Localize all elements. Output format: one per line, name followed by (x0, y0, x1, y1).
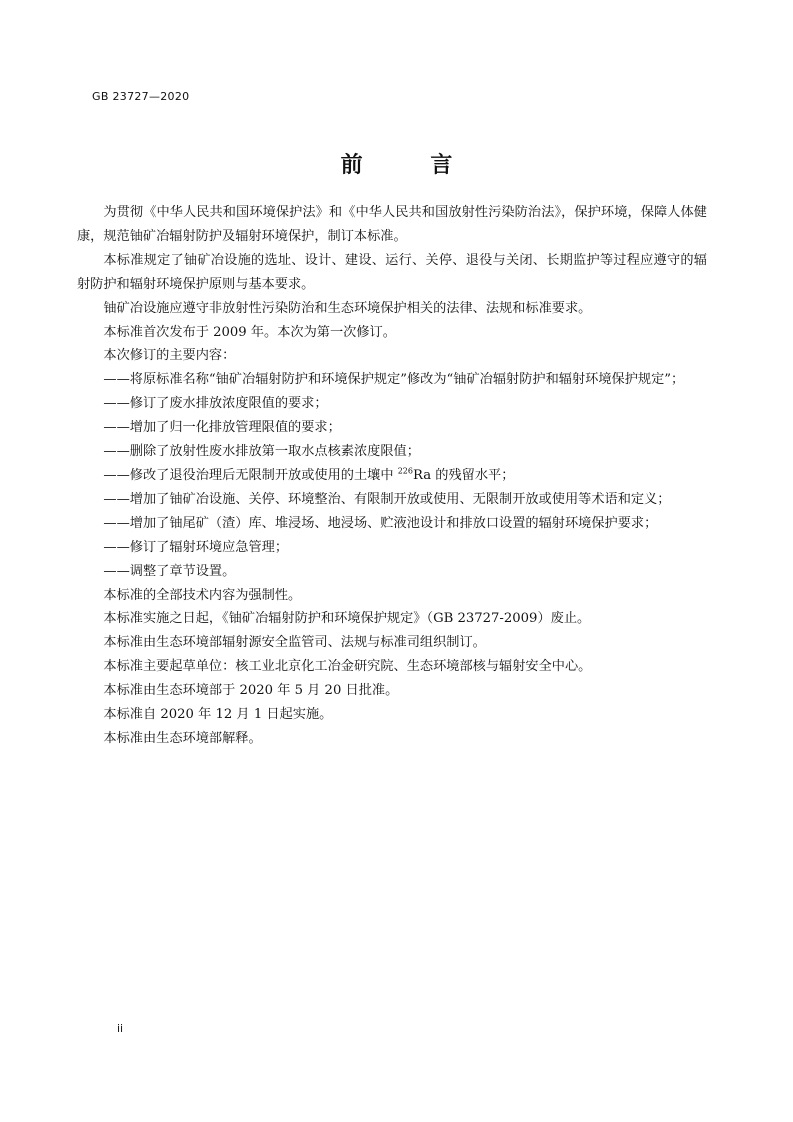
paragraph-effective-date: 本标准自 2020 年 12 月 1 日起实施。 (103, 707, 333, 723)
paragraph-history: 本标准首次发布于 2009 年。本次为第一次修订。 (103, 324, 396, 340)
paragraph-scope: 本标准规定了铀矿冶设施的选址、设计、建设、运行、关停、退役与关闭、长期监护等过程应遵守的辐射防护和辐射环境保护原则与基本要求。 (77, 252, 707, 292)
revision-item: ——删除了放射性废水排放第一取水点核素浓度限值； (103, 444, 420, 460)
standard-code: GB 23727—2020 (92, 90, 190, 103)
revision-item: ——增加了铀尾矿（渣）库、堆浸场、地浸场、贮液池设计和排放口设置的辐射环境保护要求； (103, 515, 658, 531)
paragraph-mandatory: 本标准的全部技术内容为强制性。 (103, 587, 302, 603)
revision-item-radium (77, 464, 707, 488)
revision-item: ——将原标准名称“铀矿冶辐射防护和环境保护规定”修改为“铀矿冶辐射防护和辐射环境保护规定”； (103, 372, 685, 388)
paragraph-supersede: 本标准实施之日起，《铀矿冶辐射防护和环境保护规定》（GB 23727-2009）废止。 (103, 611, 591, 627)
revision-item: ——增加了铀矿冶设施、关停、环境整治、有限制开放或使用、无限制开放或使用等术语和定义； (103, 491, 671, 507)
revision-item: ——增加了归一化排放管理限值的要求； (103, 420, 341, 436)
paragraph-drafters: 本标准主要起草单位：核工业北京化工冶金研究院、生态环境部核与辐射安全中心。 (103, 659, 592, 675)
revision-text: Ra 的残留水平； (413, 467, 515, 483)
foreword-body (77, 201, 707, 751)
page-number: ii (117, 1022, 124, 1035)
revision-text: ——修改了退役治理后无限制开放或使用的土壤中 (103, 467, 398, 483)
paragraph-compliance: 铀矿冶设施应遵守非放射性污染防治和生态环境保护相关的法律、法规和标准要求。 (103, 300, 592, 316)
paragraph-approval: 本标准由生态环境部于 2020 年 5 月 20 日批准。 (103, 683, 399, 699)
paragraph-revision-intro: 本次修订的主要内容： (103, 348, 236, 364)
isotope-mass-number: 226 (397, 466, 413, 476)
revision-item: ——调整了章节设置。 (103, 563, 236, 579)
paragraph-purpose: 为贯彻《中华人民共和国环境保护法》和《中华人民共和国放射性污染防治法》，保护环境，保障人体健康，规范铀矿冶辐射防护及辐射环境保护，制订本标准。 (77, 205, 707, 244)
paragraph-interpretation: 本标准由生态环境部解释。 (103, 730, 262, 746)
revision-item: ——修订了废水排放浓度限值的要求； (103, 396, 328, 412)
page-title: 前 言 (340, 153, 483, 178)
revision-item: ——修订了辐射环境应急管理； (103, 539, 289, 555)
paragraph-organizer: 本标准由生态环境部辐射源安全监管司、法规与标准司组织制订。 (103, 635, 486, 651)
